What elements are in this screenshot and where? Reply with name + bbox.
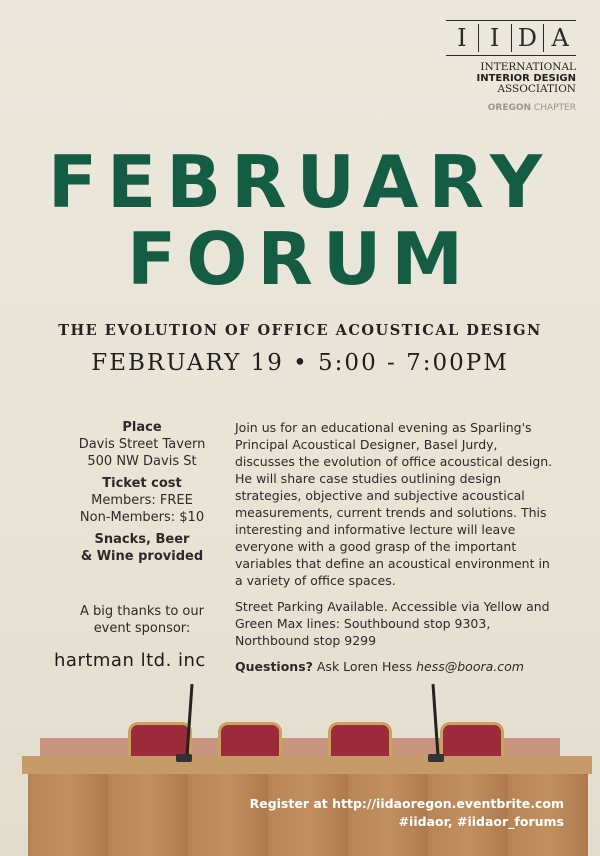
logo-letter: A (543, 24, 576, 52)
ticket-nonmembers: Non-Members: $10 (79, 510, 205, 525)
snacks-line-2: & Wine provided (80, 549, 204, 564)
thanks-line-1: A big thanks to our (80, 604, 204, 619)
place-name: Davis Street Tavern (78, 437, 206, 452)
event-description (235, 419, 555, 684)
chapter-bold: OREGON (487, 103, 532, 113)
logo-letter: I (478, 24, 511, 52)
event-subtitle: THE EVOLUTION OF OFFICE ACOUSTICAL DESIGN (58, 322, 542, 339)
microphone-base (428, 754, 444, 762)
contact-email[interactable]: hess@boora.com (416, 659, 524, 674)
registration-info (250, 795, 564, 831)
logo-line-3: ASSOCIATION (497, 83, 576, 95)
microphone-base (176, 754, 192, 762)
title-line-1: FEBRUARY (47, 140, 553, 224)
parking-paragraph: Street Parking Available. Accessible via Yellow and Green Max lines: Southbound stop 9303, Northbound stop 9299 (235, 599, 550, 648)
sponsor-logo: hartman ltd. inc (54, 650, 206, 671)
questions-line (235, 658, 555, 675)
logo-mark (446, 20, 576, 56)
ticket-members: Members: FREE (91, 493, 193, 508)
questions-text: Ask Loren Hess (316, 659, 413, 674)
desk-top (22, 756, 592, 774)
questions-label: Questions? (235, 659, 313, 674)
hashtags: #iidaor, #iidaor_forums (398, 814, 564, 829)
thanks-line-2: event sponsor: (93, 621, 191, 636)
title-line-2: FORUM (127, 217, 473, 301)
ticket-heading: Ticket cost (102, 476, 182, 491)
event-date: FEBRUARY 19 • 5:00 - 7:00PM (91, 350, 509, 376)
logo-line-1: INTERNATIONAL (480, 61, 576, 73)
place-heading: Place (122, 420, 162, 435)
iida-logo (446, 20, 576, 113)
description-paragraph: Join us for an educational evening as Sparling's Principal Acoustical Designer, Basel Jurdy, discusses the evolution of office acoustical design. He will share case studies outlining design strategies, objective and subjective acoustical measurements, current trends and solutions. This interesting and informative lecture will leave everyone with a good grasp of the important variables that define an acoustical environment in a variety of office spaces. (235, 420, 553, 588)
register-link[interactable]: Register at http://iidaoregon.eventbrite.com (249, 796, 564, 811)
sponsor-thanks (52, 603, 232, 637)
chapter-label (446, 103, 576, 113)
event-details (52, 419, 232, 565)
logo-letter: D (511, 24, 544, 52)
snacks-line-1: Snacks, Beer (94, 532, 190, 547)
chapter-rest: CHAPTER (533, 103, 576, 113)
place-address: 500 NW Davis St (87, 454, 197, 469)
logo-letter: I (457, 24, 467, 52)
logo-line-2: INTERIOR DESIGN (476, 73, 576, 84)
